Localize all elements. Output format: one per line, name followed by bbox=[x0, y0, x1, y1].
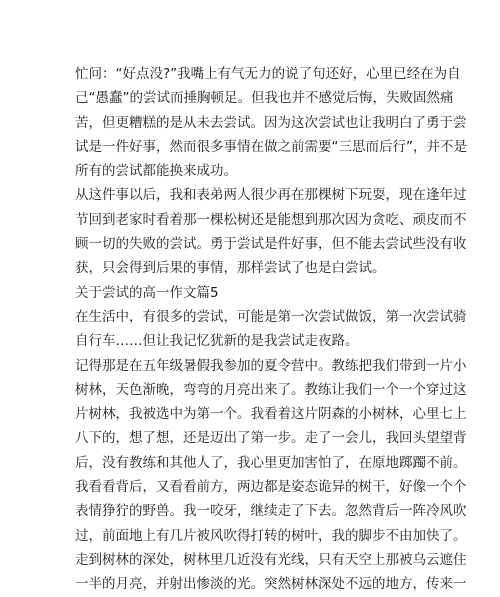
paragraph-night-walk bbox=[75, 354, 467, 597]
text-line: 树林，天色渐晚，弯弯的月亮出来了。教练让我们一个一个穿过这 bbox=[75, 381, 467, 398]
text-line: 获，只会得到后果的事情，那样尝试了也是白尝试。 bbox=[75, 260, 386, 277]
text-line: 片树林，我被选中为第一个。我看着这片阴森的小树林，心里七上 bbox=[75, 406, 467, 423]
text-line: 所有的尝试都能换来成功。 bbox=[75, 163, 237, 180]
essay-heading bbox=[75, 281, 435, 305]
document-body bbox=[75, 62, 467, 597]
text-line: 八下的，想了想，还是迈出了第一步。走了一会儿，我回头望望背 bbox=[75, 430, 467, 447]
text-line: 过，前面地上有几片被风吹得打转的树叶，我的脚步不由加快了。 bbox=[75, 527, 467, 544]
paragraph-intro bbox=[75, 305, 467, 354]
text-line: 一半的月亮，并射出惨淡的光。突然树林深处不远的地方，传来一 bbox=[75, 576, 467, 593]
text-line: 己“愚蠢”的尝试而捶胸顿足。但我也并不感觉后悔，失败固然痛 bbox=[75, 90, 454, 107]
text-line: 关于尝试的高一作文篇5 bbox=[75, 284, 219, 301]
text-line: 苦，但更糟糕的是从未去尝试。因为这次尝试也让我明白了勇于尝 bbox=[75, 114, 467, 131]
text-line: 节回到老家时看着那一棵松树还是能想到那次因为贪吃、顽皮而不 bbox=[75, 211, 467, 228]
text-line: 顾一切的失败的尝试。勇于尝试是件好事，但不能去尝试些没有收 bbox=[75, 236, 467, 253]
text-line: 从这件事以后，我和表弟两人很少再在那棵树下玩耍，现在逢年过 bbox=[75, 187, 467, 204]
text-line: 忙问：“好点没?”我嘴上有气无力的说了句还好，心里已经在为自 bbox=[75, 66, 461, 82]
paragraph-aftermath bbox=[75, 183, 467, 280]
paragraph-hesitation bbox=[75, 62, 467, 183]
text-line: 在生活中，有很多的尝试，可能是第一次尝试做饭，第一次尝试骑 bbox=[75, 308, 467, 325]
text-line: 我看看背后，又看看前方，两边都是姿态诡异的树干，好像一个个 bbox=[75, 479, 467, 496]
text-line: 后，没有教练和其他人了，我心里更加害怕了，在原地踯躅不前。 bbox=[75, 454, 467, 471]
text-line: 试是一件好事，然而很多事情在做之前需要“三思而后行”，并不是 bbox=[75, 138, 467, 155]
text-line: 记得那是在五年级暑假我参加的夏令营中。教练把我们带到一片小 bbox=[75, 357, 467, 374]
text-line: 自行车……但让我记忆犹新的是我尝试走夜路。 bbox=[75, 333, 359, 350]
text-line: 走到树林的深处，树林里几近没有光线，只有天空上那被乌云遮住 bbox=[75, 551, 467, 568]
text-line: 表情狰狞的野兽。我一咬牙，继续走了下去。忽然背后一阵冷风吹 bbox=[75, 503, 467, 520]
